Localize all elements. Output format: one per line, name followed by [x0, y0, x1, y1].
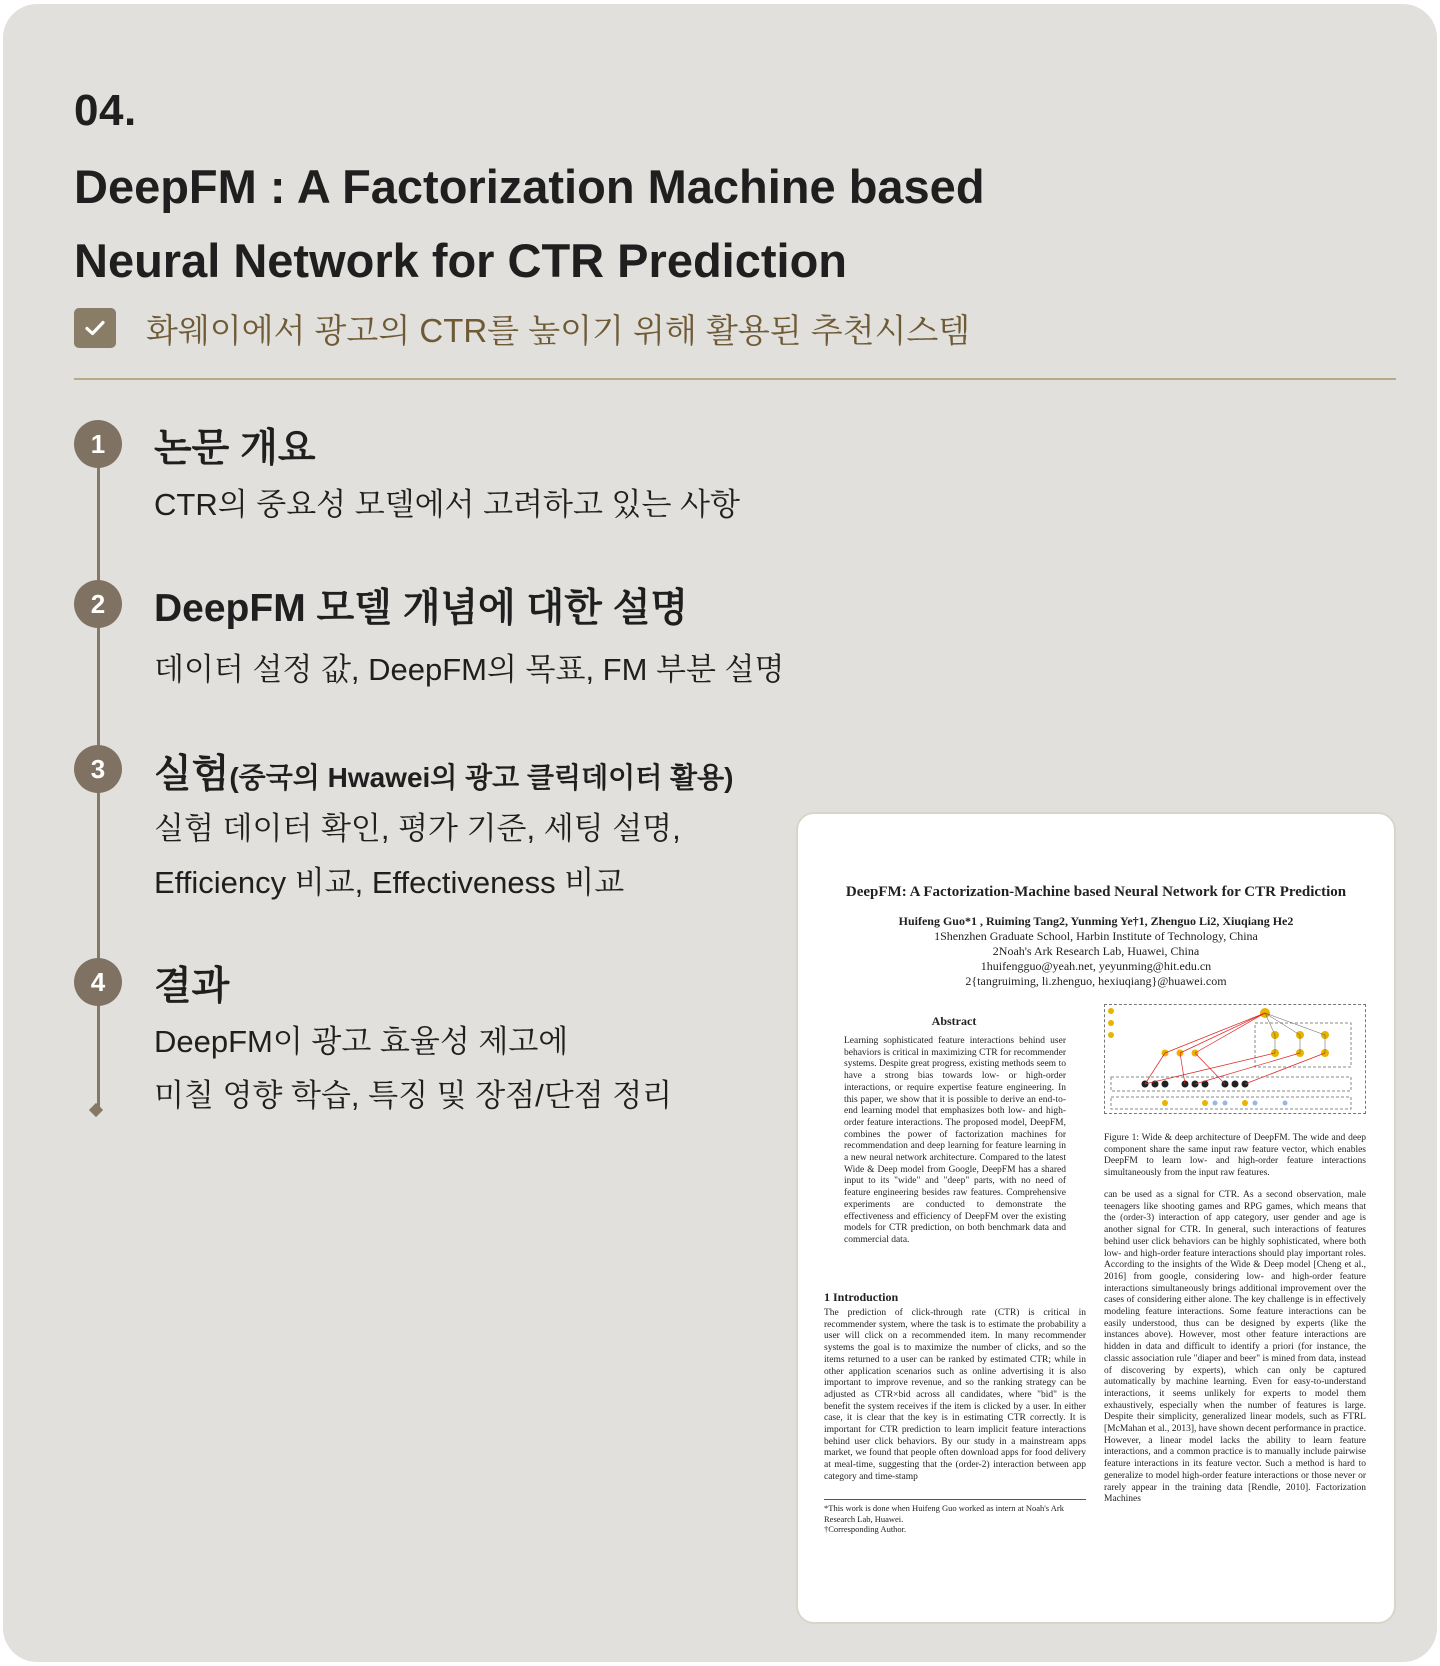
paper-authors-block [798, 914, 1394, 989]
section-desc-1: CTR의 중요성 모델에서 고려하고 있는 사항 [154, 487, 740, 522]
section-desc-4b: 미칠 영향 학습, 특징 및 장점/단점 정리 [154, 1078, 673, 1113]
paper-authors: Huifeng Guo*1 , Ruiming Tang2, Yunming Ye†1, Zhenguo Li2, Xiuqiang He2 [898, 914, 1294, 928]
section-number: 04. [74, 86, 137, 135]
paper-affiliation-1: 1Shenzhen Graduate School, Harbin Institute of Technology, China [934, 929, 1258, 943]
subtitle-text: 화웨이에서 광고의 CTR를 높이기 위해 활용된 추천시스템 [146, 311, 971, 349]
step-number-1: 1 [74, 420, 122, 468]
section-heading-1: 논문 개요 [154, 427, 316, 470]
subtitle-row [74, 308, 970, 348]
abstract-heading: Abstract [931, 1014, 977, 1028]
check-icon [74, 308, 116, 348]
abstract-text: Learning sophisticated feature interactions behind user behaviors is critical in maximizing CTR for recommender systems. Despite great progress, existing methods seem to have a strong bias towards low- or high-order interactions, or require expertise feature engineering. In this paper, we show that it is possible to derive an end-to-end learning model that emphasizes both low- and high-order feature interactions. The proposed model, DeepFM, combines the power of factorization machines for recommendation and deep learning for feature learning in a new neural network architecture. Compared to the latest Wide & Deep model from Google, DeepFM has a shared input to its "wide" and "deep" parts, with no need of feature engineering besides raw features. Comprehensive experiments are conducted to demonstrate the effectiveness and efficiency of DeepFM over the existing models for CTR prediction, on both benchmark data and commercial data. [844, 1036, 1066, 1245]
section-heading-3-main: 실험 [154, 753, 230, 796]
step-number-3: 3 [74, 745, 122, 793]
page-title: DeepFM : A Factorization Machine based Neural Network for CTR Prediction [74, 160, 985, 287]
paper-thumbnail [796, 812, 1396, 1624]
paper-affiliation-2: 2Noah's Ark Research Lab, Huawei, China [992, 944, 1200, 958]
section-heading-2: DeepFM 모델 개념에 대한 설명 [154, 587, 689, 630]
section-desc-2: 데이터 설정 값, DeepFM의 목표, FM 부분 설명 [154, 652, 785, 687]
architecture-figure [1104, 1004, 1366, 1114]
section-desc-3a: 실험 데이터 확인, 평가 기준, 세팅 설명, [154, 811, 681, 846]
section-heading-3-note: (중국의 Hwawei의 광고 클릭데이터 활용) [229, 762, 734, 793]
step-number-4: 4 [74, 958, 122, 1006]
step-number-2: 2 [74, 580, 122, 628]
intro-text: The prediction of click-through rate (CTR) is critical in recommender system, where the task is to estimate the probability a user will click on a recommended item. In many recommender systems the goal is to maximize the number of clicks, and so the items returned to a user can be ranked by estimated CTR; while in other application scenarios such as online advertising it is also important to improve revenue, and so the ranking strategy can be adjusted as CTR×bid across all candidates, where "bid" is the benefit the system receives if the item is clicked by a user. In either case, it is clear that the key is in estimating CTR correctly. It is important for CTR prediction to learn implicit feature interactions behind user click behaviors. By our study in a mainstream apps market, we found that people often download apps for food delivery at meal-time, suggesting that the (order-2) interaction between app category and time-stamp [824, 1308, 1086, 1482]
divider [74, 378, 1396, 380]
section-heading-4: 결과 [154, 965, 230, 1008]
right-column-text: can be used as a signal for CTR. As a second observation, male teenagers like shooting games and RPG games, which means that the (order-3) interaction of app category, user gender and age is another signal for CTR. In general, such interactions of features behind user click behaviors can be highly sophisticated, where both low- and high-order feature interactions should play important roles. According to the insights of the Wide & Deep model [Cheng et al., 2016] from google, considering low- and high-order feature interactions simultaneously brings additional improvement over the cases of considering either alone. The key challenge is in effectively modeling feature interactions. Some feature interactions can be easily understood, thus can be designed by experts (like the instances above). However, most other feature interactions are hidden in data and difficult to identify a priori (for instance, the classic association rule "diaper and beer" is mined from data, instead of discovering by experts), which can only be captured automatically by machine learning. Even for easy-to-understand interactions, it seems unlikely for experts to model them exhaustively, especially when the number of features is large. Despite their simplicity, generalized linear models, such as FTRL [McMahan et al., 2013], have shown decent performance in practice. However, a linear model lacks the ability to learn feature interactions, and a common practice is to manually include pairwise feature interactions in its feature vector. Such a method is hard to generalize to model high-order feature interactions or those never or rarely appear in the training data [Rendle, 2010]. Factorization Machines [1104, 1190, 1366, 1505]
footnotes [824, 1499, 1086, 1535]
paper-email-2: 2{tangruiming, li.zhenguo, hexiuqiang}@huawei.com [965, 974, 1227, 988]
paper-email-1: 1huifengguo@yeah.net, yeyunming@hit.edu.cn [980, 959, 1212, 973]
footnote-1: *This work is done when Huifeng Guo worked as intern at Noah's Ark Research Lab, Huawei. [824, 1503, 1064, 1524]
section-desc-4a: DeepFM이 광고 효율성 제고에 [154, 1024, 569, 1059]
footnote-2: †Corresponding Author. [824, 1524, 907, 1534]
intro-heading: 1 Introduction [824, 1290, 899, 1304]
section-desc-3b: Efficiency 비교, Effectiveness 비교 [154, 865, 625, 900]
section-heading-3 [154, 743, 733, 799]
paper-title: DeepFM: A Factorization-Machine based Neural Network for CTR Prediction [845, 884, 1347, 900]
figure-caption: Figure 1: Wide & deep architecture of DeepFM. The wide and deep component share the same input raw feature vector, which enables DeepFM to learn low- and high-order feature interactions simultaneously from the input raw features. [1104, 1133, 1366, 1178]
